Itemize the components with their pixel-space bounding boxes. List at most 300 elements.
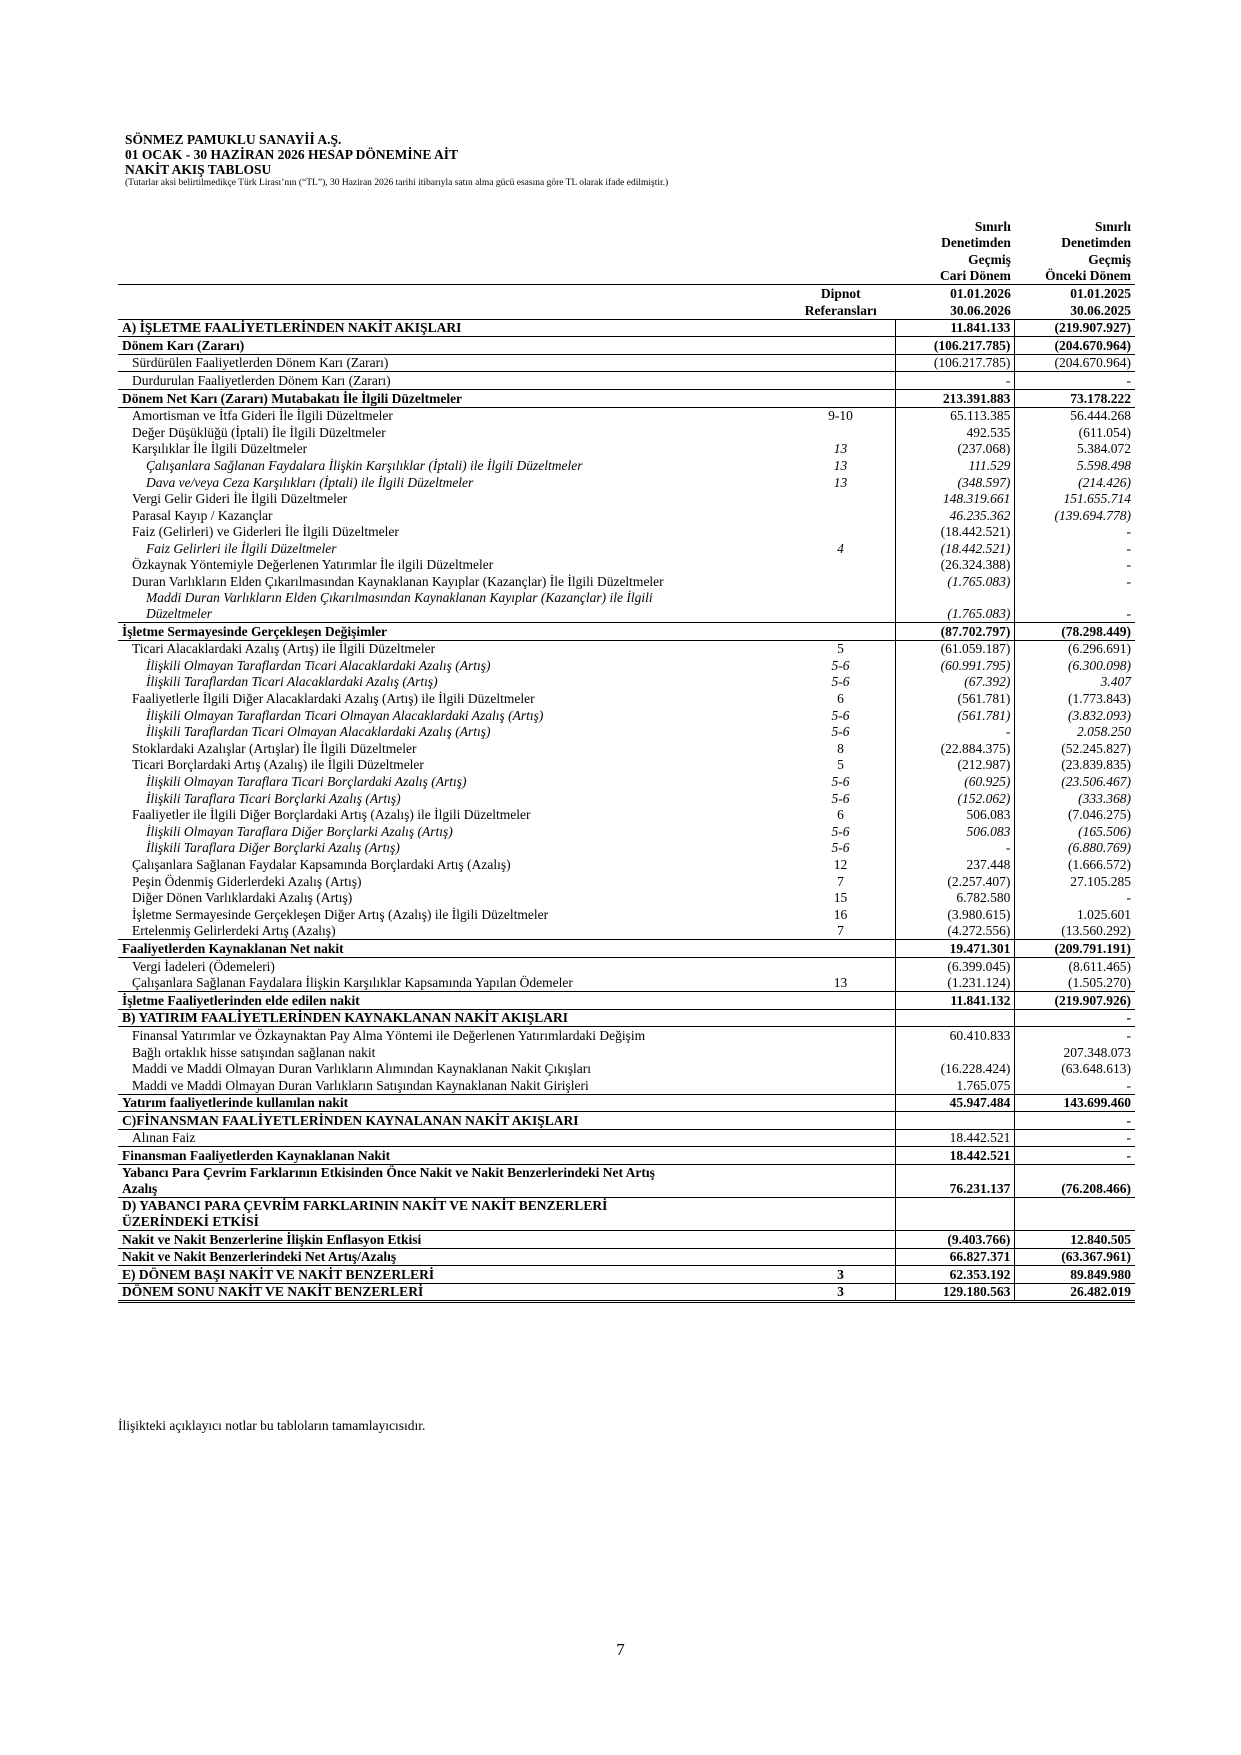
table-row [118, 1147, 1135, 1165]
col-current-h5: 30.06.2026 [896, 302, 1015, 319]
row-note-ref [786, 957, 896, 974]
row-note-ref: 9-10 [828, 408, 853, 424]
row-prior-value: 26.482.019 [1015, 1283, 1135, 1302]
col-current-h2: Geçmiş [968, 251, 1011, 267]
col-prior-h0: Sınırlı [1094, 218, 1131, 234]
row-current-value: (9.403.766) [896, 1231, 1015, 1249]
row-note-ref [786, 557, 896, 574]
row-note-ref [786, 1061, 896, 1078]
row-prior-value: - [1015, 540, 1135, 557]
table-row [118, 407, 1135, 424]
row-label-line1: D) YABANCI PARA ÇEVRİM FARKLARININ NAKİT VE NAKİT BENZERLERİ [122, 1198, 608, 1214]
row-prior-value: (219.907.926) [1015, 992, 1135, 1010]
row-label: Stoklardaki Azalışlar (Artışlar) İle İlgili Düzeltmeler [132, 740, 417, 756]
table-row [118, 906, 1135, 923]
row-label: Ticari Borçlardaki Artış (Azalış) ile İlgili Düzeltmeler [132, 757, 424, 773]
table-row [118, 640, 1135, 657]
row-prior-value: (204.670.964) [1015, 337, 1135, 355]
row-label: Yatırım faaliyetlerinde kullanılan nakit [118, 1094, 786, 1112]
row-note-ref [786, 1198, 896, 1231]
row-prior-value: (6.296.691) [1015, 640, 1135, 657]
table-row [118, 975, 1135, 992]
row-label: DÖNEM SONU NAKİT VE NAKİT BENZERLERİ [118, 1283, 786, 1302]
row-label: Çalışanlara Sağlanan Faydalara İlişkin Karşılıklar Kapsamında Yapılan Ödemeler [118, 975, 786, 992]
row-label: Durdurulan Faaliyetlerden Dönem Karı (Zararı) [118, 372, 786, 390]
table-row [118, 507, 1135, 524]
row-current-value: 506.083 [896, 807, 1015, 824]
row-note-ref: 5-6 [831, 790, 850, 806]
row-prior-value: 56.444.268 [1015, 407, 1135, 424]
row-note-ref [786, 573, 896, 590]
row-note-ref: 5 [837, 757, 844, 773]
row-note-ref: 5-6 [831, 657, 850, 673]
row-note-ref: 5-6 [831, 707, 850, 723]
table-row [118, 1248, 1135, 1266]
row-label: Faiz Gelirleri ile İlgili Düzeltmeler [146, 540, 337, 556]
col-prior-h5: 30.06.2025 [1015, 302, 1135, 319]
row-current-value: 148.319.661 [896, 491, 1015, 508]
row-current-value: - [896, 372, 1015, 390]
row-current-value: 237.448 [896, 856, 1015, 873]
col-prior-h3: Önceki Dönem [1015, 268, 1135, 285]
row-note-ref [786, 524, 896, 541]
row-label: İşletme Faaliyetlerinden elde edilen nakit [118, 992, 786, 1010]
row-current-value: (237.068) [896, 441, 1015, 458]
row-label: Parasal Kayıp / Kazançlar [132, 507, 273, 523]
row-prior-value: (76.208.466) [1015, 1165, 1135, 1198]
row-note-ref [786, 590, 896, 623]
row-prior-value: (6.880.769) [1015, 840, 1135, 857]
row-current-value: (18.442.521) [896, 540, 1015, 557]
row-label: İşletme Sermayesinde Gerçekleşen Değişimler [118, 623, 786, 641]
row-label: Dönem Karı (Zararı) [118, 337, 786, 355]
row-current-value: 11.841.132 [896, 992, 1015, 1010]
row-prior-value: (219.907.927) [1015, 319, 1135, 337]
col-note-h1: Referansları [786, 302, 896, 319]
row-current-value: 19.471.301 [896, 940, 1015, 958]
row-current-value: (60.925) [896, 773, 1015, 790]
row-current-value: 45.947.484 [896, 1094, 1015, 1112]
row-prior-value: (52.245.827) [1015, 740, 1135, 757]
row-label: Faaliyetlerden Kaynaklanan Net nakit [118, 940, 786, 958]
row-label: İlişkili Taraflara Diğer Borçlarki Azalış (Artış) [146, 840, 400, 856]
row-label: İlişkili Olmayan Taraflara Ticari Borçlardaki Azalış (Artış) [146, 774, 467, 789]
row-note-ref [786, 992, 896, 1010]
row-note-ref [786, 1077, 896, 1094]
row-note-ref: 5-6 [831, 840, 850, 856]
row-label: Özkaynak Yöntemiyle Değerlenen Yatırımlar İle ilgili Düzeltmeler [132, 557, 494, 573]
row-label: İlişkili Olmayan Taraflardan Ticari Alacaklardaki Azalış (Artış) [146, 657, 491, 673]
row-current-value: (4.272.556) [896, 923, 1015, 940]
row-current-value: (348.597) [896, 474, 1015, 491]
row-note-ref [786, 1231, 896, 1249]
row-label [118, 1198, 786, 1231]
row-label-line2: ÜZERİNDEKİ ETKİSİ [122, 1214, 259, 1230]
row-current-value: (1.765.083) [896, 573, 1015, 590]
row-note-ref [786, 337, 896, 355]
row-prior-value: (1.505.270) [1015, 975, 1135, 992]
col-current-h3: Cari Dönem [896, 268, 1015, 285]
table-row [118, 557, 1135, 574]
row-prior-value: - [1015, 557, 1135, 574]
row-current-value: 129.180.563 [896, 1283, 1015, 1302]
row-prior-value: - [1015, 890, 1135, 907]
row-prior-value: 5.384.072 [1015, 441, 1135, 458]
row-prior-value: 207.348.073 [1015, 1044, 1135, 1061]
table-row [118, 1044, 1135, 1061]
row-note-ref: 7 [837, 873, 844, 889]
table-row [118, 1165, 1135, 1198]
table-row [118, 1112, 1135, 1130]
row-prior-value: 151.655.714 [1015, 491, 1135, 508]
table-row [118, 707, 1135, 724]
row-current-value: 76.231.137 [896, 1165, 1015, 1198]
row-prior-value: (209.791.191) [1015, 940, 1135, 958]
table-row [118, 1061, 1135, 1078]
row-prior-value: (63.367.961) [1015, 1248, 1135, 1266]
row-current-value: 1.765.075 [896, 1077, 1015, 1094]
row-prior-value: (333.368) [1015, 790, 1135, 807]
row-note-ref: 5-6 [831, 724, 850, 740]
row-prior-value: (13.560.292) [1015, 923, 1135, 940]
table-row [118, 1266, 1135, 1284]
row-prior-value: - [1015, 1077, 1135, 1094]
row-label: Dava ve/veya Ceza Karşılıkları (İptali) ile İlgili Düzeltmeler [146, 474, 474, 490]
row-current-value: (67.392) [896, 674, 1015, 691]
row-prior-value: (63.648.613) [1015, 1061, 1135, 1078]
row-label-line2: Azalış [122, 1181, 158, 1197]
row-label: C)FİNANSMAN FAALİYETLERİNDEN KAYNALANAN NAKİT AKIŞLARI [118, 1112, 786, 1130]
row-note-ref [786, 1094, 896, 1112]
row-note-ref [786, 507, 896, 524]
row-prior-value: 143.699.460 [1015, 1094, 1135, 1112]
report-header [125, 132, 1125, 190]
row-current-value: (1.231.124) [896, 975, 1015, 992]
table-row [118, 441, 1135, 458]
row-prior-value: 73.178.222 [1015, 389, 1135, 407]
row-note-ref: 12 [833, 856, 848, 872]
table-row [118, 992, 1135, 1010]
row-prior-value: (1.666.572) [1015, 856, 1135, 873]
row-prior-value: (214.426) [1015, 474, 1135, 491]
table-row [118, 957, 1135, 974]
page-number: 7 [616, 1640, 625, 1659]
row-prior-value: (3.832.093) [1015, 707, 1135, 724]
row-current-value: 60.410.833 [896, 1027, 1015, 1044]
row-label: B) YATIRIM FAALİYETLERİNDEN KAYNAKLANAN NAKİT AKIŞLARI [118, 1009, 786, 1027]
table-row [118, 1283, 1135, 1302]
row-label-line1: Maddi Duran Varlıkların Elden Çıkarılmasından Kaynaklanan Kayıplar (Kazançlar) ile İlgili [146, 590, 653, 606]
table-row [118, 773, 1135, 790]
cash-flow-rows [118, 319, 1135, 1302]
row-current-value: (3.980.615) [896, 906, 1015, 923]
row-prior-value: - [1015, 1147, 1135, 1165]
table-row [118, 623, 1135, 641]
table-row [118, 724, 1135, 741]
row-prior-value: - [1015, 1027, 1135, 1044]
row-current-value: (212.987) [896, 757, 1015, 774]
row-prior-value: (6.300.098) [1015, 657, 1135, 674]
table-row [118, 823, 1135, 840]
row-current-value: 46.235.362 [896, 507, 1015, 524]
row-prior-value: 2.058.250 [1015, 724, 1135, 741]
row-prior-value: 1.025.601 [1015, 906, 1135, 923]
row-note-ref [786, 491, 896, 508]
row-prior-value: - [1015, 590, 1135, 623]
row-prior-value: - [1015, 524, 1135, 541]
row-label: Faiz (Gelirleri) ve Giderleri İle İlgili Düzeltmeler [132, 524, 399, 540]
row-current-value: (6.399.045) [896, 957, 1015, 974]
row-current-value: (18.442.521) [896, 524, 1015, 541]
cash-flow-table [118, 218, 1135, 1303]
col-current-h4: 01.01.2026 [950, 285, 1011, 301]
row-label: Nakit ve Nakit Benzerlerine İlişkin Enflasyon Etkisi [118, 1231, 786, 1249]
row-current-value: (1.765.083) [896, 590, 1015, 623]
row-note-ref: 5 [837, 641, 844, 657]
table-row [118, 1231, 1135, 1249]
row-label: Duran Varlıkların Elden Çıkarılmasından Kaynaklanan Kayıplar (Kazançlar) İle İlgili Düzeltmeler [132, 574, 664, 590]
row-current-value [896, 1198, 1015, 1231]
row-note-ref [786, 1248, 896, 1266]
row-label: Finansal Yatırımlar ve Özkaynaktan Pay Alma Yöntemi ile Değerlenen Yatırımlardaki Değişim [132, 1027, 646, 1043]
table-row [118, 1129, 1135, 1147]
row-prior-value: - [1015, 573, 1135, 590]
row-label: Maddi ve Maddi Olmayan Duran Varlıkların Satışından Kaynaklanan Nakit Girişleri [118, 1077, 786, 1094]
row-label: Vergi İadeleri (Ödemeleri) [132, 958, 275, 974]
row-current-value [896, 1112, 1015, 1130]
col-current-h0: Sınırlı [974, 218, 1011, 234]
row-current-value: 6.782.580 [896, 890, 1015, 907]
row-current-value: 111.529 [896, 457, 1015, 474]
row-current-value: (26.324.388) [896, 557, 1015, 574]
row-note-ref: 13 [833, 457, 848, 473]
col-note-h0: Dipnot [820, 285, 861, 301]
table-row [118, 1009, 1135, 1027]
table-row [118, 740, 1135, 757]
table-row [118, 873, 1135, 890]
row-note-ref [786, 389, 896, 407]
table-row [118, 540, 1135, 557]
table-row [118, 573, 1135, 590]
row-note-ref: 5-6 [831, 823, 850, 839]
table-row [118, 1077, 1135, 1094]
table-row [118, 674, 1135, 691]
row-prior-value: 27.105.285 [1015, 873, 1135, 890]
row-current-value: 492.535 [896, 424, 1015, 441]
col-prior-h1: Denetimden [1061, 235, 1131, 251]
row-current-value: (60.991.795) [896, 657, 1015, 674]
row-prior-value [1015, 1198, 1135, 1231]
row-note-ref: 13 [833, 441, 848, 457]
row-prior-value: (139.694.778) [1015, 507, 1135, 524]
row-current-value: 213.391.883 [896, 389, 1015, 407]
table-row [118, 890, 1135, 907]
report-period: 01 OCAK - 30 HAZİRAN 2026 HESAP DÖNEMİNE AİT [125, 147, 459, 162]
row-label: Bağlı ortaklık hisse satışından sağlanan nakit [132, 1044, 376, 1060]
table-row [118, 319, 1135, 337]
table-row [118, 923, 1135, 940]
row-label: Faaliyetler ile İlgili Diğer Borçlardaki Artış (Azalış) ile İlgili Düzeltmeler [132, 807, 531, 823]
row-current-value: (16.228.424) [896, 1061, 1015, 1078]
row-prior-value: 5.598.498 [1015, 457, 1135, 474]
table-row [118, 372, 1135, 390]
row-prior-value: 12.840.505 [1015, 1231, 1135, 1249]
row-note-ref: 3 [786, 1283, 896, 1302]
row-note-ref: 16 [833, 906, 848, 922]
row-label: Ticari Alacaklardaki Azalış (Artış) ile İlgili Düzeltmeler [132, 641, 436, 657]
table-row [118, 1198, 1135, 1231]
col-prior-h2: Geçmiş [1088, 251, 1131, 267]
row-note-ref [786, 1165, 896, 1198]
row-current-value: - [896, 724, 1015, 741]
row-note-ref: 3 [786, 1266, 896, 1284]
row-label: İlişkili Taraflardan Ticari Alacaklardaki Azalış (Artış) [146, 674, 438, 690]
row-prior-value: - [1015, 1129, 1135, 1147]
table-row [118, 807, 1135, 824]
row-prior-value: (165.506) [1015, 823, 1135, 840]
row-prior-value: (8.611.465) [1015, 957, 1135, 974]
row-label: Değer Düşüklüğü (İptali) İle İlgili Düzeltmeler [132, 424, 386, 440]
row-note-ref [786, 319, 896, 337]
row-note-ref [786, 1147, 896, 1165]
row-current-value: (106.217.785) [896, 354, 1015, 372]
row-prior-value: (204.670.964) [1015, 354, 1135, 372]
row-label: Sürdürülen Faaliyetlerden Dönem Karı (Zararı) [118, 354, 786, 372]
row-label: Çalışanlara Sağlanan Faydalara İlişkin Karşılıklar (İptali) ile İlgili Düzeltmeler [146, 457, 583, 473]
row-note-ref [786, 940, 896, 958]
row-label: İlişkili Taraflara Ticari Borçlarki Azalış (Artış) [146, 790, 401, 806]
table-row [118, 790, 1135, 807]
row-current-value: 11.841.133 [896, 319, 1015, 337]
table-row [118, 840, 1135, 857]
row-prior-value: (611.054) [1015, 424, 1135, 441]
row-label: Faaliyetlerle İlgili Diğer Alacaklardaki Azalış (Artış) ile İlgili Düzeltmeler [132, 691, 535, 707]
table-row [118, 354, 1135, 372]
row-label: Karşılıklar İle İlgili Düzeltmeler [132, 441, 308, 457]
row-current-value: 506.083 [896, 823, 1015, 840]
row-note-ref [786, 1027, 896, 1044]
row-current-value: (22.884.375) [896, 740, 1015, 757]
row-note-ref [786, 354, 896, 372]
row-prior-value: (23.839.835) [1015, 757, 1135, 774]
table-row [118, 474, 1135, 491]
row-prior-value: (23.506.467) [1015, 773, 1135, 790]
row-note-ref [786, 623, 896, 641]
row-prior-value: (7.046.275) [1015, 807, 1135, 824]
row-current-value [896, 1044, 1015, 1061]
row-label: Dönem Net Karı (Zararı) Mutabakatı İle İlgili Düzeltmeler [118, 389, 786, 407]
row-note-ref [786, 1044, 896, 1061]
row-current-value: (87.702.797) [896, 623, 1015, 641]
row-current-value: (61.059.187) [896, 640, 1015, 657]
row-note-ref: 7 [786, 923, 896, 940]
row-label-line2: Düzeltmeler [146, 606, 212, 622]
footer-note: İlişikteki açıklayıcı notlar bu tabloların tamamlayıcısıdır. [118, 1418, 426, 1433]
row-prior-value: - [1015, 372, 1135, 390]
table-row [118, 757, 1135, 774]
table-row [118, 590, 1135, 623]
row-label: Amortisman ve İtfa Gideri İle İlgili Düzeltmeler [132, 408, 393, 424]
table-row [118, 424, 1135, 441]
row-label: A) İŞLETME FAALİYETLERİNDEN NAKİT AKIŞLARI [118, 319, 786, 337]
row-label: Vergi Gelir Gideri İle İlgili Düzeltmeler [132, 491, 348, 507]
row-note-ref [786, 372, 896, 390]
row-current-value: (152.062) [896, 790, 1015, 807]
row-label: Finansman Faaliyetlerden Kaynaklanan Nakit [118, 1147, 786, 1165]
row-current-value [896, 1009, 1015, 1027]
row-prior-value: - [1015, 1009, 1135, 1027]
row-note-ref [786, 1112, 896, 1130]
row-note-ref: 8 [837, 740, 844, 756]
table-row [118, 856, 1135, 873]
row-current-value: 18.442.521 [896, 1129, 1015, 1147]
row-note-ref [786, 1009, 896, 1027]
report-subtitle: (Tutarlar aksi belirtilmedikçe Türk Lirası’nın (“TL”), 30 Haziran 2026 tarihi itibarıyla satın alma gücü esasına göre TL olarak ifade edilmiştir.) [125, 178, 669, 188]
row-current-value: (106.217.785) [896, 337, 1015, 355]
row-label [118, 590, 786, 623]
company-name: SÖNMEZ PAMUKLU SANAYİİ A.Ş. [125, 132, 342, 147]
col-prior-h4: 01.01.2025 [1070, 285, 1131, 301]
row-note-ref: 15 [833, 890, 848, 906]
row-label: İlişkili Olmayan Taraflara Diğer Borçlarki Azalış (Artış) [146, 823, 453, 839]
table-row [118, 940, 1135, 958]
row-current-value: (561.781) [896, 690, 1015, 707]
row-current-value: 65.113.385 [896, 407, 1015, 424]
table-row [118, 337, 1135, 355]
row-prior-value: - [1015, 1112, 1135, 1130]
row-note-ref: 13 [833, 474, 848, 490]
row-current-value: 18.442.521 [896, 1147, 1015, 1165]
row-prior-value: (78.298.449) [1015, 623, 1135, 641]
col-current-h1: Denetimden [941, 235, 1011, 251]
row-current-value: (2.257.407) [896, 873, 1015, 890]
table-row [118, 1094, 1135, 1112]
row-label: İlişkili Olmayan Taraflardan Ticari Olmayan Alacaklardaki Azalış (Artış) [146, 707, 544, 723]
row-note-ref [786, 1129, 896, 1147]
row-current-value: 62.353.192 [896, 1266, 1015, 1284]
table-row [118, 1027, 1135, 1044]
table-row [118, 457, 1135, 474]
row-label: Peşin Ödenmiş Giderlerdeki Azalış (Artış) [132, 873, 362, 889]
row-label: Çalışanlara Sağlanan Faydalar Kapsamında Borçlardaki Artış (Azalış) [132, 856, 511, 872]
row-label: Alınan Faiz [118, 1129, 786, 1147]
row-note-ref [786, 424, 896, 441]
row-note-ref: 4 [837, 540, 844, 556]
table-row [118, 491, 1135, 508]
row-prior-value: 89.849.980 [1015, 1266, 1135, 1284]
row-current-value: (561.781) [896, 707, 1015, 724]
row-note-ref: 6 [837, 807, 844, 823]
row-note-ref: 13 [786, 975, 896, 992]
row-label: Nakit ve Nakit Benzerlerindeki Net Artış/Azalış [118, 1248, 786, 1266]
row-label: E) DÖNEM BAŞI NAKİT VE NAKİT BENZERLERİ [118, 1266, 786, 1284]
row-label: Ertelenmiş Gelirlerdeki Artış (Azalış) [118, 923, 786, 940]
table-row [118, 690, 1135, 707]
row-note-ref: 6 [837, 691, 844, 707]
row-note-ref: 5-6 [831, 674, 850, 690]
row-label: İlişkili Taraflardan Ticari Olmayan Alacaklardaki Azalış (Artış) [146, 724, 491, 740]
table-row [118, 389, 1135, 407]
row-label: Maddi ve Maddi Olmayan Duran Varlıkların Alımından Kaynaklanan Nakit Çıkışları [132, 1061, 592, 1077]
report-title: NAKİT AKIŞ TABLOSU [125, 162, 272, 177]
row-label-line1: Yabancı Para Çevrim Farklarının Etkisinden Önce Nakit ve Nakit Benzerlerindeki Net Artış [122, 1165, 655, 1181]
row-current-value: - [896, 840, 1015, 857]
row-prior-value: (1.773.843) [1015, 690, 1135, 707]
row-prior-value: 3.407 [1015, 674, 1135, 691]
row-label: Diğer Dönen Varlıklardaki Azalış (Artış) [132, 890, 353, 906]
row-current-value: 66.827.371 [896, 1248, 1015, 1266]
row-note-ref: 5-6 [831, 774, 850, 789]
